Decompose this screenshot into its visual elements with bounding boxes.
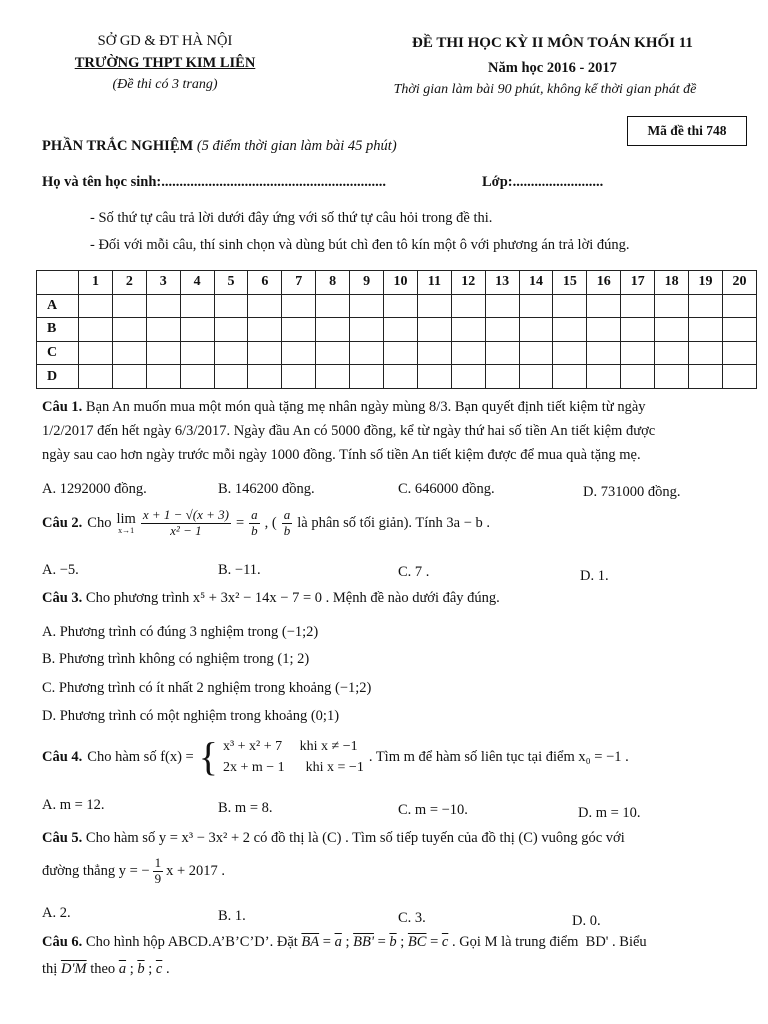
answer-cell[interactable] xyxy=(553,294,587,318)
question-5-option-c: C. 3. xyxy=(398,910,426,926)
answer-grid-col-header: 14 xyxy=(519,271,553,295)
answer-grid-row-b xyxy=(37,318,757,342)
vector-a: $\overline{a}$ xyxy=(334,934,342,950)
equals-sign: = xyxy=(319,934,335,950)
answer-cell[interactable] xyxy=(384,341,418,365)
question-text: theo xyxy=(86,961,119,977)
answer-cell[interactable] xyxy=(146,365,180,389)
question-tail: . Tìm m để hàm số liên tục tại điểm x₀ = −1 . xyxy=(368,748,629,765)
limit-symbol: lim xyxy=(116,511,136,528)
vector-c: $\overline{c}$ xyxy=(441,934,449,950)
answer-cell[interactable] xyxy=(350,365,384,389)
answer-cell[interactable] xyxy=(214,365,248,389)
answer-cell[interactable] xyxy=(180,365,214,389)
answer-cell[interactable] xyxy=(384,318,418,342)
answer-grid-col-header: 3 xyxy=(146,271,180,295)
limit-subscript: x→1 xyxy=(118,525,135,535)
answer-cell[interactable] xyxy=(722,365,756,389)
question-label: Câu 5. xyxy=(42,830,83,846)
answer-cell[interactable] xyxy=(689,318,723,342)
answer-grid-col-header: 19 xyxy=(689,271,723,295)
answer-cell[interactable] xyxy=(180,341,214,365)
answer-cell[interactable] xyxy=(248,341,282,365)
answer-cell[interactable] xyxy=(417,365,451,389)
answer-cell[interactable] xyxy=(180,318,214,342)
answer-grid-row-c xyxy=(37,341,757,365)
answer-grid-col-header: 11 xyxy=(417,271,451,295)
question-1-line-1 xyxy=(42,399,646,416)
question-2-option-b: B. −11. xyxy=(218,562,261,578)
answer-cell[interactable] xyxy=(79,294,113,318)
answer-cell[interactable] xyxy=(316,294,350,318)
answer-grid-col-header: 4 xyxy=(180,271,214,295)
answer-cell[interactable] xyxy=(451,341,485,365)
fraction-numerator: a xyxy=(283,507,291,522)
piecewise-case-1: x³ + x² + 7 khi x ≠ −1 xyxy=(222,739,358,754)
answer-cell[interactable] xyxy=(655,341,689,365)
section-heading xyxy=(42,138,397,155)
answer-grid-col-header: 2 xyxy=(112,271,146,295)
fraction-denominator: b xyxy=(283,522,291,538)
answer-cell[interactable] xyxy=(282,365,316,389)
answer-cell[interactable] xyxy=(621,365,655,389)
answer-grid-row-d xyxy=(37,365,757,389)
exam-title: ĐỀ THI HỌC KỲ II MÔN TOÁN KHỐI 11 xyxy=(412,35,693,51)
answer-cell[interactable] xyxy=(451,318,485,342)
separator: ; xyxy=(144,961,156,977)
fraction-numerator: 1 xyxy=(154,855,162,870)
instruction-2: - Đối với mỗi câu, thí sinh chọn và dùng bút chì đen tô kín một ô với phương án trả lời đúng. xyxy=(90,237,630,253)
section-title-note: (5 điểm thời gian làm bài 45 phút) xyxy=(196,138,397,154)
time-note: Thời gian làm bài 90 phút, không kể thời gian phát đề xyxy=(393,82,697,97)
answer-cell[interactable] xyxy=(79,365,113,389)
fraction-ab xyxy=(249,508,260,539)
question-label: Câu 4. xyxy=(42,748,83,765)
question-3-line xyxy=(42,590,500,607)
question-intro: Cho hàm số f(x) = xyxy=(87,748,194,765)
question-label: Câu 6. xyxy=(42,934,83,950)
answer-grid-row-label: C xyxy=(37,341,79,365)
answer-grid-col-header: 15 xyxy=(553,271,587,295)
answer-cell[interactable] xyxy=(112,365,146,389)
answer-grid-col-header: 8 xyxy=(316,271,350,295)
question-label: Câu 3. xyxy=(42,590,83,606)
question-1-option-a: A. 1292000 đồng. xyxy=(42,481,147,497)
answer-cell[interactable] xyxy=(214,318,248,342)
question-4-option-a: A. m = 12. xyxy=(42,797,105,813)
answer-cell[interactable] xyxy=(282,341,316,365)
class-field: Lớp:......................... xyxy=(482,174,604,190)
answer-cell[interactable] xyxy=(655,365,689,389)
answer-cell[interactable] xyxy=(282,294,316,318)
answer-cell[interactable] xyxy=(79,318,113,342)
answer-cell[interactable] xyxy=(553,365,587,389)
answer-grid-row-label: A xyxy=(37,294,79,318)
answer-grid-col-header: 12 xyxy=(451,271,485,295)
question-text: Cho hàm số y = x³ − 3x² + 2 có đồ thị là (C) . Tìm số tiếp tuyến của đồ thị (C) vuông góc với xyxy=(85,830,625,846)
question-3-option-c: C. Phương trình có ít nhất 2 nghiệm trong khoảng (−1;2) xyxy=(42,680,372,696)
answer-cell[interactable] xyxy=(248,318,282,342)
answer-grid-col-header: 10 xyxy=(384,271,418,295)
question-1-line-3: ngày sau cao hơn ngày trước mỗi ngày 1000 đồng. Tính số tiền An tiết kiệm được để mua quà tặng mẹ. xyxy=(42,447,641,463)
department: SỞ GD & ĐT HÀ NỘI xyxy=(97,33,233,49)
question-text: Bạn An muốn mua một món quà tặng mẹ nhân ngày mùng 8/3. Bạn quyết định tiết kiệm từ ngày xyxy=(85,399,646,415)
answer-grid-col-header: 13 xyxy=(485,271,519,295)
separator: ; xyxy=(126,961,138,977)
equals-sign: = xyxy=(235,514,245,531)
answer-cell[interactable] xyxy=(689,365,723,389)
answer-cell[interactable] xyxy=(384,365,418,389)
question-text: x + 2017 . xyxy=(166,862,226,879)
answer-cell[interactable] xyxy=(689,341,723,365)
answer-cell[interactable] xyxy=(146,318,180,342)
answer-grid-col-header: 18 xyxy=(655,271,689,295)
section-title: PHẦN TRẮC NGHIỆM xyxy=(42,138,194,154)
piecewise-case-2: 2x + m − 1 khi x = −1 xyxy=(222,760,364,775)
question-5-line-1 xyxy=(42,830,625,847)
question-text: Cho phương trình x⁵ + 3x² − 14x − 7 = 0 . Mệnh đề nào dưới đây đúng. xyxy=(85,590,500,606)
brace-symbol: { xyxy=(198,734,218,779)
question-1-line-2: 1/2/2017 đến hết ngày 6/3/2017. Ngày đầu An có 5000 đồng, kể từ ngày thứ hai số tiền An tiết kiệm được xyxy=(42,423,656,439)
fraction-one-ninth xyxy=(153,856,164,887)
answer-cell[interactable] xyxy=(519,294,553,318)
answer-cell[interactable] xyxy=(689,294,723,318)
answer-cell[interactable] xyxy=(112,294,146,318)
answer-cell[interactable] xyxy=(451,365,485,389)
answer-cell[interactable] xyxy=(417,318,451,342)
pages-note: (Đề thi có 3 trang) xyxy=(112,77,218,92)
question-4-option-c: C. m = −10. xyxy=(398,802,468,818)
vector-bc: $\overline{BC}$ xyxy=(407,934,427,950)
answer-cell[interactable] xyxy=(553,318,587,342)
answer-grid-col-header: 20 xyxy=(722,271,756,295)
answer-cell[interactable] xyxy=(417,294,451,318)
question-5-option-d: D. 0. xyxy=(572,913,601,929)
question-5-option-b: B. 1. xyxy=(218,908,246,924)
answer-cell[interactable] xyxy=(519,318,553,342)
answer-grid-col-header: 6 xyxy=(248,271,282,295)
question-intro: Cho xyxy=(87,514,112,531)
question-6-line-1 xyxy=(42,934,647,951)
answer-cell[interactable] xyxy=(350,294,384,318)
vector-a: $\overline{a}$ xyxy=(118,961,127,977)
answer-grid xyxy=(36,270,757,389)
question-text: Cho hình hộp ABCD.A’B’C’D’. Đặt xyxy=(85,934,302,950)
answer-cell[interactable] xyxy=(214,294,248,318)
answer-cell[interactable] xyxy=(485,341,519,365)
answer-cell[interactable] xyxy=(384,294,418,318)
piecewise-cases xyxy=(223,736,364,778)
answer-cell[interactable] xyxy=(485,318,519,342)
answer-grid-col-header: 17 xyxy=(621,271,655,295)
fraction-ab-2 xyxy=(282,508,293,539)
answer-grid-corner xyxy=(37,271,79,295)
limit-operator xyxy=(116,512,135,535)
answer-cell[interactable] xyxy=(79,341,113,365)
answer-cell[interactable] xyxy=(417,341,451,365)
instruction-1: - Số thứ tự câu trả lời dưới đây ứng với số thứ tự câu hỏi trong đề thi. xyxy=(90,210,493,226)
answer-cell[interactable] xyxy=(282,318,316,342)
question-2-option-a: A. −5. xyxy=(42,562,79,578)
vector-d-prime-m: D'M xyxy=(60,961,87,977)
answer-cell[interactable] xyxy=(519,341,553,365)
question-text: . Gọi M là trung điểm BD' . Biểu xyxy=(448,934,647,950)
question-3-option-d: D. Phương trình có một nghiệm trong khoảng (0;1) xyxy=(42,708,340,724)
answer-cell[interactable] xyxy=(722,341,756,365)
separator: , ( xyxy=(264,514,277,531)
question-2-option-c: C. 7 . xyxy=(398,564,430,580)
answer-cell[interactable] xyxy=(112,318,146,342)
fraction-denominator: x² − 1 xyxy=(170,522,202,538)
question-text: đường thẳng y = − xyxy=(42,862,150,879)
answer-cell[interactable] xyxy=(587,294,621,318)
fraction-numerator: a xyxy=(251,507,258,522)
question-4-line xyxy=(42,736,629,778)
answer-cell[interactable] xyxy=(587,365,621,389)
limit-fraction xyxy=(141,508,231,539)
question-1-option-d: D. 731000 đồng. xyxy=(583,484,681,500)
question-text: thị xyxy=(42,961,61,977)
question-4-option-b: B. m = 8. xyxy=(218,800,273,816)
answer-cell[interactable] xyxy=(146,341,180,365)
question-label: Câu 2. xyxy=(42,514,83,531)
answer-cell[interactable] xyxy=(621,341,655,365)
answer-cell[interactable] xyxy=(146,294,180,318)
question-2-line xyxy=(42,508,490,539)
student-name-field: Họ và tên học sinh:.............................................................. xyxy=(42,174,386,190)
vector-c: $\overline{c}$ xyxy=(155,961,163,977)
answer-grid-row-a xyxy=(37,294,757,318)
fraction-denominator: b xyxy=(251,522,258,538)
school-year: Năm học 2016 - 2017 xyxy=(488,60,617,76)
question-5-option-a: A. 2. xyxy=(42,905,71,921)
equals-sign: = xyxy=(426,934,442,950)
answer-cell[interactable] xyxy=(621,318,655,342)
question-tail: là phân số tối giản). Tính 3a − b . xyxy=(297,514,491,531)
answer-cell[interactable] xyxy=(248,365,282,389)
answer-cell[interactable] xyxy=(655,318,689,342)
separator: ; xyxy=(396,934,408,950)
question-5-line-2 xyxy=(42,856,225,887)
separator: ; xyxy=(341,934,354,950)
question-1-option-b: B. 146200 đồng. xyxy=(218,481,315,497)
answer-cell[interactable] xyxy=(587,318,621,342)
answer-cell[interactable] xyxy=(722,294,756,318)
answer-grid-row-label: D xyxy=(37,365,79,389)
exam-code: Mã đề thi 748 xyxy=(647,123,727,138)
fraction-denominator: 9 xyxy=(154,870,162,886)
question-4-option-d: D. m = 10. xyxy=(578,805,641,821)
answer-cell[interactable] xyxy=(180,294,214,318)
answer-grid-header-row xyxy=(37,271,757,295)
answer-cell[interactable] xyxy=(621,294,655,318)
answer-cell[interactable] xyxy=(519,365,553,389)
question-1-option-c: C. 646000 đồng. xyxy=(398,481,495,497)
exam-code-box xyxy=(627,116,747,146)
answer-cell[interactable] xyxy=(316,365,350,389)
answer-grid-col-header: 1 xyxy=(79,271,113,295)
answer-grid-col-header: 16 xyxy=(587,271,621,295)
answer-cell[interactable] xyxy=(655,294,689,318)
vector-ba: $\overline{BA}$ xyxy=(301,934,320,950)
school-name: TRƯỜNG THPT KIM LIÊN xyxy=(74,55,256,71)
answer-grid-row-label: B xyxy=(37,318,79,342)
question-3-option-a: A. Phương trình có đúng 3 nghiệm trong (−1;2) xyxy=(42,624,319,640)
vector-b: $\overline{b}$ xyxy=(137,961,145,977)
question-2-option-d: D. 1. xyxy=(580,568,609,584)
question-label: Câu 1. xyxy=(42,399,83,415)
equals-sign: = xyxy=(373,934,390,950)
fraction-numerator: x + 1 − √(x + 3) xyxy=(142,507,229,522)
vector-b: $\overline{b}$ xyxy=(389,934,397,950)
answer-cell[interactable] xyxy=(316,341,350,365)
question-6-line-2 xyxy=(42,961,170,978)
answer-cell[interactable] xyxy=(248,294,282,318)
answer-cell[interactable] xyxy=(587,341,621,365)
answer-cell[interactable] xyxy=(722,318,756,342)
answer-grid-col-header: 9 xyxy=(350,271,384,295)
vector-bb-prime: BB' xyxy=(353,934,374,950)
question-3-option-b: B. Phương trình không có nghiệm trong (1; 2) xyxy=(42,651,310,667)
answer-cell[interactable] xyxy=(350,318,384,342)
answer-cell[interactable] xyxy=(451,294,485,318)
question-text: . xyxy=(162,961,170,977)
answer-cell[interactable] xyxy=(553,341,587,365)
answer-cell[interactable] xyxy=(316,318,350,342)
answer-grid-col-header: 7 xyxy=(282,271,316,295)
answer-cell[interactable] xyxy=(485,294,519,318)
answer-cell[interactable] xyxy=(350,341,384,365)
answer-grid-col-header: 5 xyxy=(214,271,248,295)
answer-cell[interactable] xyxy=(485,365,519,389)
answer-cell[interactable] xyxy=(112,341,146,365)
answer-cell[interactable] xyxy=(214,341,248,365)
